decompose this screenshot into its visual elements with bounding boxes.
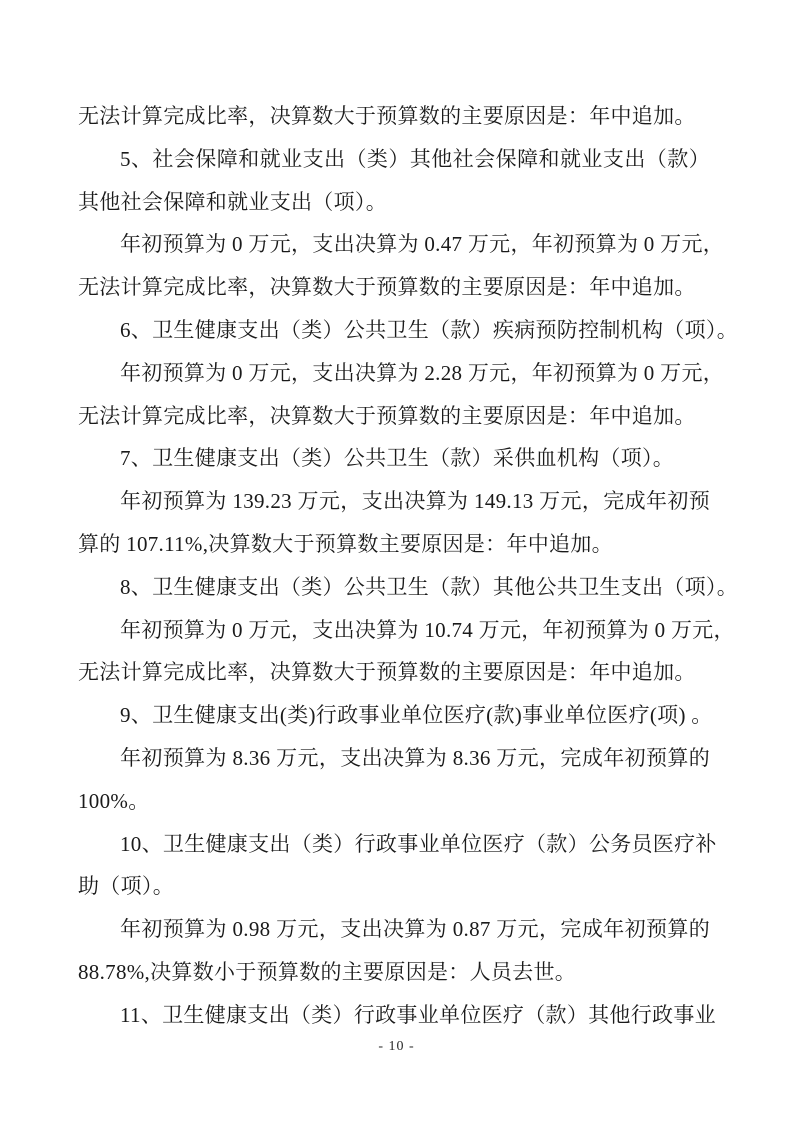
text-line: 无法计算完成比率，决算数大于预算数的主要原因是：年中追加。 <box>78 275 696 300</box>
document-body <box>78 95 738 1037</box>
text-line: 100%。 <box>78 788 150 813</box>
text-line: 年初预算为 0 万元，支出决算为 0.47 万元，年初预算为 0 万元， <box>120 232 725 257</box>
text-line: 年初预算为 139.23 万元，支出决算为 149.13 万元，完成年初预 <box>120 489 710 514</box>
text-line: 年初预算为 0.98 万元，支出决算为 0.87 万元，完成年初预算的 <box>120 917 710 942</box>
text-line: 10、卫生健康支出（类）行政事业单位医疗（款）公务员医疗补 <box>120 831 717 856</box>
text-line: 11、卫生健康支出（类）行政事业单位医疗（款）其他行政事业 <box>120 1002 716 1027</box>
text-line: 5、社会保障和就业支出（类）其他社会保障和就业支出（款） <box>120 146 710 171</box>
text-line: 年初预算为 0 万元，支出决算为 2.28 万元，年初预算为 0 万元， <box>120 360 725 385</box>
page-number: - 10 - <box>378 1039 415 1054</box>
text-line: 无法计算完成比率，决算数大于预算数的主要原因是：年中追加。 <box>78 660 696 685</box>
text-line: 其他社会保障和就业支出（项）。 <box>78 189 387 214</box>
text-line: 6、卫生健康支出（类）公共卫生（款）疾病预防控制机构（项）。 <box>120 317 738 342</box>
text-line: 7、卫生健康支出（类）公共卫生（款）采供血机构（项）。 <box>120 446 675 471</box>
text-line: 年初预算为 0 万元，支出决算为 10.74 万元，年初预算为 0 万元， <box>120 617 735 642</box>
text-line: 8、卫生健康支出（类）公共卫生（款）其他公共卫生支出（项）。 <box>120 574 738 599</box>
text-line: 无法计算完成比率，决算数大于预算数的主要原因是：年中追加。 <box>78 403 696 428</box>
text-line: 88.78%,决算数小于预算数的主要原因是：人员去世。 <box>78 959 577 984</box>
text-line: 9、卫生健康支出(类)行政事业单位医疗(款)事业单位医疗(项) 。 <box>120 703 713 728</box>
text-line: 助（项）。 <box>78 874 174 899</box>
text-line: 算的 107.11%,决算数大于预算数主要原因是：年中追加。 <box>78 531 613 556</box>
text-line: 年初预算为 8.36 万元，支出决算为 8.36 万元，完成年初预算的 <box>120 745 710 770</box>
page-footer <box>0 1036 793 1058</box>
text-line: 无法计算完成比率，决算数大于预算数的主要原因是：年中追加。 <box>78 104 696 128</box>
